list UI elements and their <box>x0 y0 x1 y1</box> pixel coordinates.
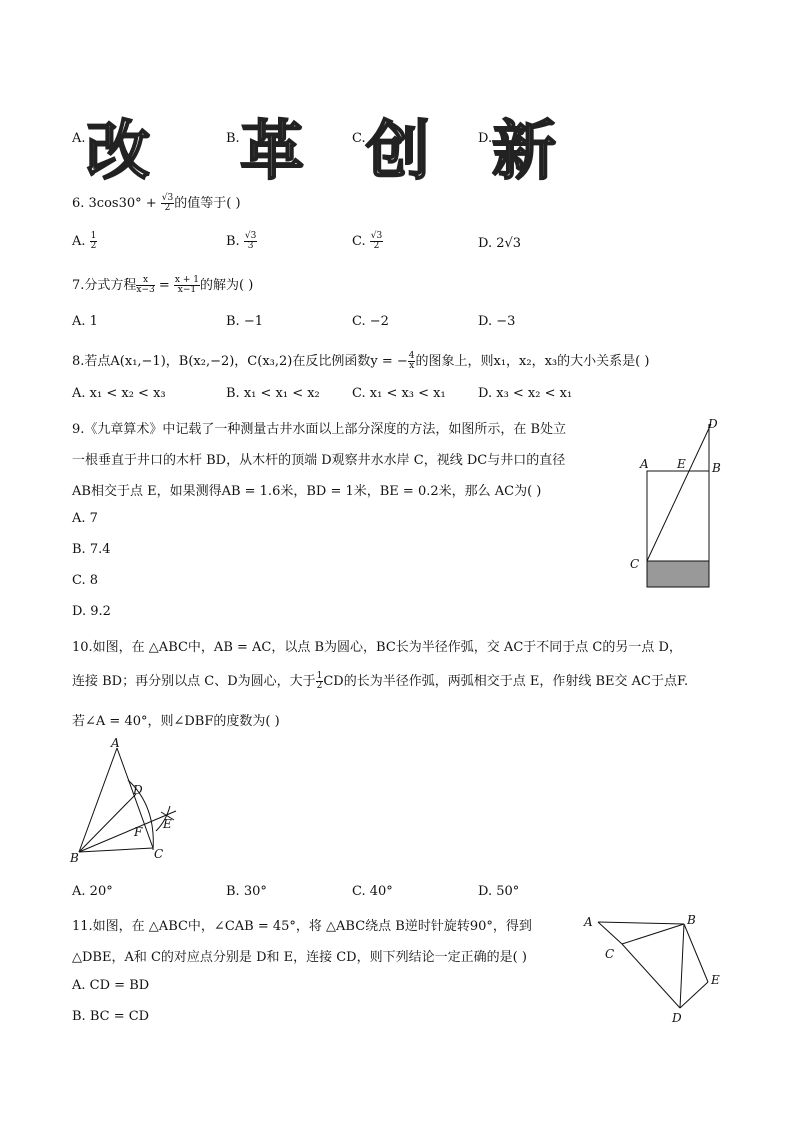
label-e: E <box>163 817 172 831</box>
q10-line2-part-b: CD的长为半径作弧，两弧相交于点 E，作射线 BE交 AC于点F. <box>323 674 689 689</box>
option-letter: A. <box>72 314 86 329</box>
option-letter: C. <box>352 386 366 401</box>
q10-stem-line3: 若∠A = 40°，则∠DBF的度数为( ) <box>72 714 280 729</box>
q11-rotation-figure <box>578 908 728 1026</box>
option-letter: D. <box>478 314 493 329</box>
option-letter: B. <box>226 386 240 401</box>
frac-num: 4 <box>408 351 415 361</box>
label-b: B <box>70 851 79 865</box>
q5-option-d-char: 新 <box>492 115 556 189</box>
side-ac <box>598 922 622 944</box>
q7-fraction-left <box>136 276 154 295</box>
option-letter: C. <box>352 234 366 249</box>
option-letter: A. <box>72 386 86 401</box>
side-be <box>684 924 708 982</box>
label-d: D <box>133 783 143 797</box>
frac-den: x <box>409 361 415 371</box>
option-letter: A. <box>72 884 86 899</box>
q7-equals: = <box>154 278 174 293</box>
side-ab <box>598 922 684 924</box>
option-letter: B. <box>226 884 240 899</box>
option-text: 9.2 <box>90 604 111 619</box>
q8-option-a <box>72 386 166 401</box>
option-letter: B. <box>72 542 86 557</box>
q7-stem <box>72 274 253 295</box>
frac-num: 1 <box>316 671 323 681</box>
q6-option-a-frac <box>90 232 98 251</box>
option-text: −3 <box>496 314 516 329</box>
q7-stem-part-a: 7.分式方程 <box>72 278 137 293</box>
label-a: A <box>640 457 649 471</box>
q6-option-b <box>226 232 257 251</box>
well-water <box>647 561 709 587</box>
q9-option-d <box>72 604 111 619</box>
q8-stem-part-b: 的图象上，则x₁，x₂，x₃的大小关系是( ) <box>415 354 650 369</box>
label-a: A <box>584 915 593 929</box>
option-letter: A. <box>72 511 86 526</box>
q10-option-b <box>226 884 267 899</box>
ray-be <box>79 811 176 852</box>
side-ab <box>79 748 117 852</box>
label-b: B <box>712 461 721 475</box>
q8-option-c <box>352 386 446 401</box>
option-letter: A. <box>72 234 86 249</box>
q8-option-b <box>226 386 320 401</box>
option-text: −1 <box>243 314 263 329</box>
q5-option-a-char: 改 <box>86 115 150 189</box>
option-text: x₁ < x₁ < x₂ <box>243 386 320 401</box>
q5-option-c-letter: C. <box>352 131 366 146</box>
option-letter: B. <box>226 314 240 329</box>
q9-option-b <box>72 542 111 557</box>
q6-stem-part-b: 的值等于( ) <box>174 196 241 211</box>
option-letter: C. <box>352 884 366 899</box>
label-f: F <box>134 825 143 839</box>
label-a: A <box>111 736 120 750</box>
option-text: 50° <box>496 884 520 899</box>
q10-option-a <box>72 884 113 899</box>
q9-stem-line3: AB相交于点 E，如果测得AB = 1.6米，BD = 1米，BE = 0.2米，那么 AC为( ) <box>72 484 542 499</box>
label-d: D <box>672 1011 682 1025</box>
label-c: C <box>605 947 615 961</box>
option-text: −2 <box>369 314 389 329</box>
frac-num: x + 1 <box>174 275 199 285</box>
q6-frac-den: 2 <box>164 203 171 213</box>
q11-option-a <box>72 978 149 993</box>
q6-option-c-frac <box>370 232 383 251</box>
q6-option-d <box>478 236 521 251</box>
q8-option-d <box>478 386 572 401</box>
option-text: 30° <box>243 884 267 899</box>
label-c: C <box>154 847 164 861</box>
q8-stem-part-a: 8.若点A(x₁,−1)，B(x₂,−2)，C(x₃,2)在反比例函数y = − <box>72 354 408 369</box>
label-e: E <box>711 973 720 987</box>
option-letter: C. <box>352 314 366 329</box>
option-text: CD = BD <box>89 978 150 993</box>
q10-option-c <box>352 884 393 899</box>
q9-well-figure <box>620 412 740 592</box>
option-letter: D. <box>72 604 87 619</box>
q8-stem <box>72 350 649 371</box>
q7-option-c <box>352 314 389 329</box>
segment-dc <box>647 424 711 561</box>
q11-stem-line2: △DBE，A和 C的对应点分别是 D和 E，连接 CD，则下列结论一定正确的是( ) <box>72 950 527 965</box>
q9-option-c <box>72 573 98 588</box>
q6-fraction <box>161 194 174 213</box>
option-text: 1 <box>89 314 98 329</box>
option-text: x₁ < x₃ < x₁ <box>369 386 446 401</box>
q5-option-a-letter: A. <box>72 131 86 146</box>
q10-option-d <box>478 884 519 899</box>
label-b: B <box>687 913 696 927</box>
option-text: 20° <box>89 884 113 899</box>
option-letter: D. <box>478 884 493 899</box>
q7-option-b <box>226 314 263 329</box>
side-bd <box>680 924 684 1008</box>
side-bc <box>79 848 153 852</box>
q6-option-c <box>352 232 383 251</box>
frac-den: 2 <box>316 681 323 691</box>
frac-num: x <box>136 276 154 286</box>
option-text: 7.4 <box>89 542 111 557</box>
q11-stem-line1: 11.如图，在 △ABC中，∠CAB = 45°，将 △ABC绕点 B逆时针旋转90°，得到 <box>72 919 532 934</box>
q7-option-d <box>478 314 515 329</box>
option-text: 40° <box>369 884 393 899</box>
option-text: x₃ < x₂ < x₁ <box>496 386 573 401</box>
q6-stem <box>72 192 241 213</box>
q5-option-b-char: 革 <box>240 115 304 189</box>
option-text: 8 <box>89 573 99 588</box>
side-ed <box>680 982 708 1008</box>
option-letter: D. <box>478 236 493 251</box>
label-e: E <box>677 457 686 471</box>
frac-num: 1 <box>90 231 97 241</box>
q5-option-d-letter: D. <box>478 131 493 146</box>
frac-den: x−1 <box>177 285 197 295</box>
label-d: D <box>708 417 718 431</box>
q5-option-b-letter: B. <box>226 131 240 146</box>
frac-den: 2 <box>90 241 97 251</box>
side-cb <box>622 924 684 944</box>
q10-stem-line1: 10.如图，在 △ABC中，AB = AC，以点 B为圆心，BC长为半径作弧，交 AC于不同于点 C的另一点 D， <box>72 640 682 655</box>
q6-stem-part-a: 6. 3cos30° + <box>72 196 161 211</box>
q7-option-a <box>72 314 98 329</box>
frac-den: x−3 <box>136 285 155 295</box>
option-letter: B. <box>72 1009 86 1024</box>
q9-stem-line2: 一根垂直于井口的木杆 BD，从木杆的顶端 D观察井水水岸 C，视线 DC与井口的直径 <box>72 453 566 468</box>
frac-den: 3 <box>247 241 254 251</box>
q6-frac-num: √3 <box>161 193 174 203</box>
q6-option-b-frac <box>244 232 257 251</box>
q11-option-b <box>72 1009 149 1024</box>
q10-stem-line2 <box>72 670 688 691</box>
option-text: x₁ < x₂ < x₃ <box>89 386 166 401</box>
q9-option-a <box>72 511 98 526</box>
q9-stem-line1: 9.《九章算术》中记载了一种测量古井水面以上部分深度的方法，如图所示，在 B处立 <box>72 422 567 437</box>
q7-stem-part-b: 的解为( ) <box>200 278 254 293</box>
option-letter: A. <box>72 978 86 993</box>
option-text: BC = CD <box>89 1009 150 1024</box>
q7-fraction-right <box>174 276 200 295</box>
frac-den: 2 <box>373 241 380 251</box>
q6-option-a <box>72 232 97 251</box>
label-c: C <box>630 557 640 571</box>
option-text: 2√3 <box>496 236 522 251</box>
q10-triangle-figure <box>66 736 186 866</box>
segment-bd <box>79 794 136 852</box>
frac-num: √3 <box>370 231 383 241</box>
option-letter: B. <box>226 234 240 249</box>
option-letter: D. <box>478 386 493 401</box>
segment-cd <box>622 944 680 1008</box>
option-text: 7 <box>89 511 98 526</box>
option-letter: C. <box>72 573 86 588</box>
frac-num: √3 <box>244 231 257 241</box>
q10-line2-part-a: 连接 BD；再分别以点 C、D为圆心，大于 <box>72 674 316 689</box>
q5-option-c-char: 创 <box>366 115 430 189</box>
